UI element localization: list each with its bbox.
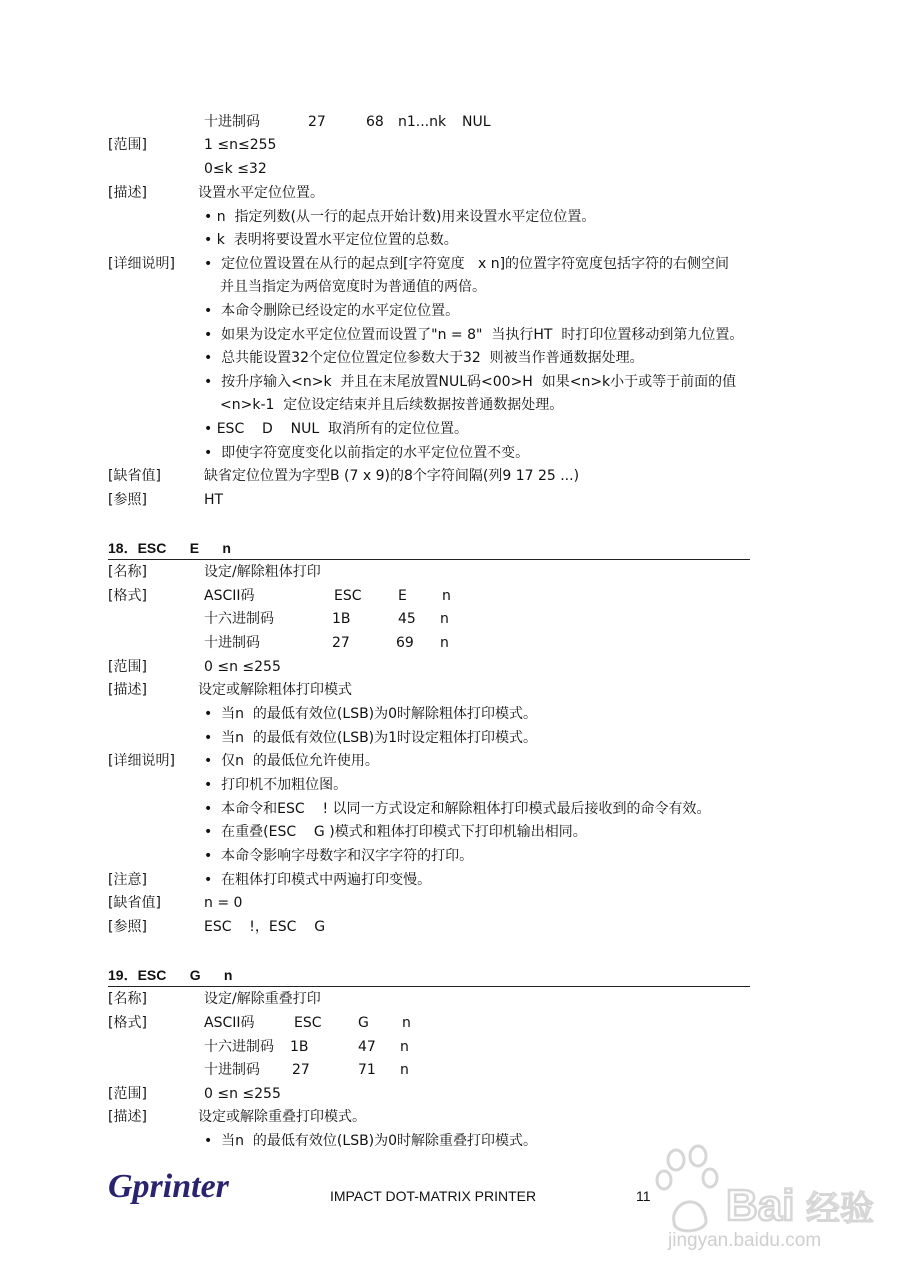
detail-bullet: • ESC D NUL 取消所有的定位位置。 xyxy=(204,421,469,437)
note-label: [注意] xyxy=(108,872,147,888)
ascii-value: G xyxy=(358,1015,369,1031)
ascii-label: ASCII码 xyxy=(204,1015,255,1031)
decimal-code-label: 十进制码 xyxy=(204,114,260,130)
desc-label: [描述] xyxy=(108,1109,147,1125)
hex-value: n xyxy=(440,611,449,627)
decimal-value: 71 xyxy=(358,1062,376,1078)
detail-bullet-cont: 并且当指定为两倍宽度时为普通值的两倍。 xyxy=(220,279,486,295)
watermark-brand-cn: 经验 xyxy=(806,1189,874,1229)
detail-bullet-cont: <n>k-1 定位设定结束并且后续数据按普通数据处理。 xyxy=(220,397,564,413)
hex-label: 十六进制码 xyxy=(204,611,274,627)
decimal-value: 69 xyxy=(396,635,414,651)
detail-bullet: • 总共能设置32个定位位置定位参数大于32 则被当作普通数据处理。 xyxy=(204,350,644,366)
section-heading-18: 18．ESC E n xyxy=(108,540,231,556)
decimal-code-value: 27 xyxy=(308,114,326,130)
name-text: 设定/解除粗体打印 xyxy=(204,564,321,580)
hex-value: n xyxy=(400,1039,409,1055)
hex-value: 1B xyxy=(332,611,351,627)
ref-label: [参照] xyxy=(108,919,147,935)
decimal-value: n xyxy=(440,635,449,651)
decimal-code-value: n1...nk xyxy=(398,114,447,130)
gprinter-logo: Gprinter xyxy=(108,1168,229,1205)
decimal-value: 27 xyxy=(292,1062,310,1078)
section-rule xyxy=(108,986,750,987)
desc-bullet: • k 表明将要设置水平定位位置的总数。 xyxy=(204,232,458,248)
format-label: [格式] xyxy=(108,588,147,604)
detail-label: [详细说明] xyxy=(108,753,175,769)
default-label: [缺省值] xyxy=(108,895,161,911)
hex-label: 十六进制码 xyxy=(204,1039,274,1055)
range-value: 0 ≤n ≤255 xyxy=(204,1086,281,1102)
decimal-code-value: NUL xyxy=(462,114,491,130)
ascii-value: n xyxy=(402,1015,411,1031)
hex-value: 1B xyxy=(290,1039,309,1055)
default-text: 缺省定位位置为字型B (7 x 9)的8个字符间隔(列9 17 25 ...) xyxy=(204,468,580,484)
ascii-value: E xyxy=(398,588,407,604)
format-label: [格式] xyxy=(108,1015,147,1031)
page-number: 11 xyxy=(636,1188,651,1204)
range-value: 0 ≤n ≤255 xyxy=(204,659,281,675)
decimal-code-value: 68 xyxy=(366,114,384,130)
decimal-label: 十进制码 xyxy=(204,635,260,651)
watermark-brand: Bai xyxy=(726,1181,795,1230)
range-value: 0≤k ≤32 xyxy=(204,161,267,177)
ascii-value: n xyxy=(442,588,451,604)
detail-bullet: • 打印机不加粗位图。 xyxy=(204,777,348,793)
range-value: 1 ≤n≤255 xyxy=(204,137,277,153)
ascii-value: ESC xyxy=(294,1015,322,1031)
detail-bullet: • 定位位置设置在从行的起点到[字符宽度 x n]的位置字符宽度包括字符的右侧空间 xyxy=(204,256,730,272)
detail-bullet: • 按升序输入<n>k 并且在末尾放置NUL码<00>H 如果<n>k小于或等于前面的值 xyxy=(204,374,737,390)
detail-bullet: • 本命令和ESC ! 以同一方式设定和解除粗体打印模式最后接收到的命令有效。 xyxy=(204,801,711,817)
ref-label: [参照] xyxy=(108,492,147,508)
ascii-label: ASCII码 xyxy=(204,588,255,604)
range-label: [范围] xyxy=(108,659,147,675)
name-label: [名称] xyxy=(108,564,147,580)
note-text: • 在粗体打印模式中两遍打印变慢。 xyxy=(204,872,432,888)
detail-bullet: • 本命令影响字母数字和汉字字符的打印。 xyxy=(204,848,474,864)
name-label: [名称] xyxy=(108,991,147,1007)
section-heading-19: 19．ESC G n xyxy=(108,967,233,983)
range-label: [范围] xyxy=(108,1086,147,1102)
detail-bullet: • 在重叠(ESC G )模式和粗体打印模式下打印机输出相同。 xyxy=(204,824,587,840)
name-text: 设定/解除重叠打印 xyxy=(204,991,321,1007)
hex-value: 47 xyxy=(358,1039,376,1055)
desc-text: 设定或解除重叠打印模式。 xyxy=(198,1109,366,1125)
watermark-url: jingyan.baidu.com xyxy=(668,1230,822,1251)
range-label: [范围] xyxy=(108,137,147,153)
ref-text: ESC !，ESC G xyxy=(204,919,326,935)
ascii-value: ESC xyxy=(334,588,362,604)
default-text: n = 0 xyxy=(204,895,243,911)
detail-label: [详细说明] xyxy=(108,256,175,272)
detail-bullet: • 即使字符宽度变化以前指定的水平定位位置不变。 xyxy=(204,445,530,461)
detail-bullet: • 如果为设定水平定位位置而设置了"n = 8" 当执行HT 时打印位置移动到第九位置。 xyxy=(204,327,744,343)
decimal-value: n xyxy=(400,1062,409,1078)
default-label: [缺省值] xyxy=(108,468,161,484)
footer-title: IMPACT DOT-MATRIX PRINTER xyxy=(330,1188,537,1204)
hex-value: 45 xyxy=(398,611,416,627)
desc-label: [描述] xyxy=(108,682,147,698)
desc-bullet: • 当n 的最低有效位(LSB)为0时解除粗体打印模式。 xyxy=(204,706,538,722)
desc-bullet: • 当n 的最低有效位(LSB)为0时解除重叠打印模式。 xyxy=(204,1133,538,1149)
decimal-label: 十进制码 xyxy=(204,1062,260,1078)
decimal-value: 27 xyxy=(332,635,350,651)
desc-text: 设置水平定位位置。 xyxy=(198,185,324,201)
detail-bullet: • 仅n 的最低位允许使用。 xyxy=(204,753,379,769)
ref-text: HT xyxy=(204,492,224,508)
desc-bullet: • n 指定列数(从一行的起点开始计数)用来设置水平定位位置。 xyxy=(204,209,596,225)
section-rule xyxy=(108,559,750,560)
desc-text: 设定或解除粗体打印模式 xyxy=(198,682,352,698)
desc-bullet: • 当n 的最低有效位(LSB)为1时设定粗体打印模式。 xyxy=(204,730,538,746)
detail-bullet: • 本命令删除已经设定的水平定位位置。 xyxy=(204,303,460,319)
desc-label: [描述] xyxy=(108,185,147,201)
